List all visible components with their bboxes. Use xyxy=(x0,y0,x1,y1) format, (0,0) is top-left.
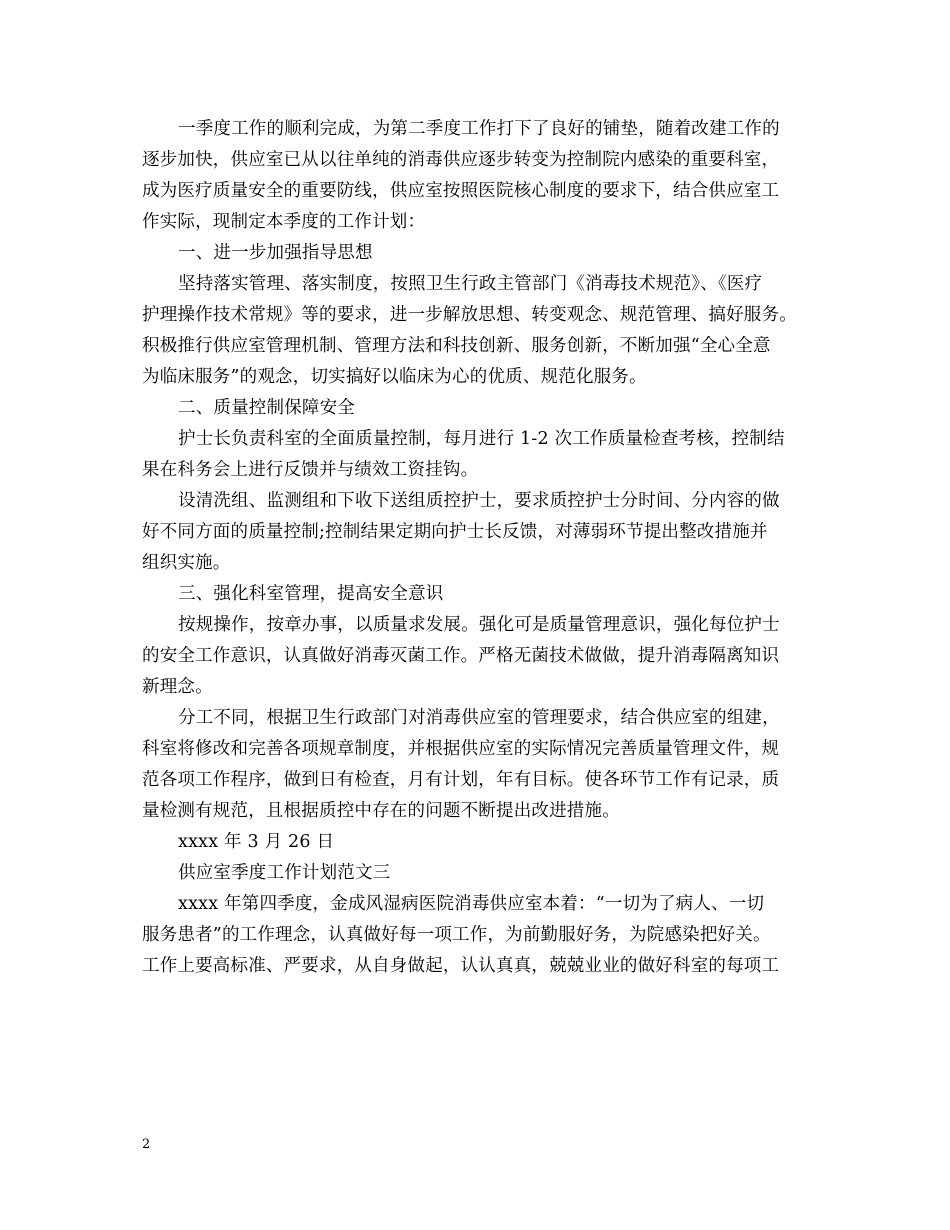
document-body xyxy=(142,115,812,983)
paragraph-line: 量检测有规范，且根据质控中存在的问题不断提出改进措施。 xyxy=(142,801,620,821)
page-number: 2 xyxy=(142,1137,151,1152)
paragraph-line: 好不同方面的质量控制;控制结果定期向护士长反馈，对薄弱环节提出整改措施并 xyxy=(142,522,768,542)
paragraph-line: 科室将修改和完善各项规章制度，并根据供应室的实际情况完善质量管理文件，规 xyxy=(142,739,780,759)
paragraph-line: 坚持落实管理、落实制度，按照卫生行政主管部门《消毒技术规范》、《医疗 xyxy=(178,274,763,294)
paragraph-line: 范各项工作程序，做到日有检查，月有计划，年有目标。使各环节工作有记录，质 xyxy=(142,770,780,790)
paragraph-line: 护理操作技术常规》等的要求，进一步解放思想、转变观念、规范管理、搞好服务。 xyxy=(142,305,797,325)
paragraph-line: 新理念。 xyxy=(142,677,213,697)
paragraph-line: xxxx 年第四季度，金成风湿病医院消毒供应室本着：“一切为了病人、一切 xyxy=(178,894,765,914)
section-title: 供应室季度工作计划范文三 xyxy=(178,863,391,883)
paragraph-line: 作实际，现制定本季度的工作计划： xyxy=(142,212,426,232)
paragraph-line: 工作上要高标准、严要求，从自身做起，认认真真，兢兢业业的做好科室的每项工 xyxy=(142,956,780,976)
paragraph-line: 分工不同，根据卫生行政部门对消毒供应室的管理要求，结合供应室的组建， xyxy=(178,708,780,728)
paragraph-line: 护士长负责科室的全面质量控制，每月进行 1-2 次工作质量检查考核，控制结 xyxy=(178,429,785,449)
paragraph-line: 成为医疗质量安全的重要防线，供应室按照医院核心制度的要求下，结合供应室工 xyxy=(142,181,780,201)
paragraph-line: 一季度工作的顺利完成，为第二季度工作打下了良好的铺垫，随着改建工作的 xyxy=(178,119,780,139)
section-heading: 三、强化科室管理，提高安全意识 xyxy=(178,584,444,604)
paragraph-line: 积极推行供应室管理机制、管理方法和科技创新、服务创新，不断加强“全心全意 xyxy=(142,336,771,356)
paragraph-line: 的安全工作意识，认真做好消毒灭菌工作。严格无菌技术做做，提升消毒隔离知识 xyxy=(142,646,780,666)
paragraph-line: 逐步加快，供应室已从以往单纯的消毒供应逐步转变为控制院内感染的重要科室， xyxy=(142,150,780,170)
paragraph-line: 为临床服务”的观念，切实搞好以临床为心的优质、规范化服务。 xyxy=(142,367,647,387)
date-line: xxxx 年 3 月 26 日 xyxy=(178,832,335,852)
section-heading: 一、进一步加强指导思想 xyxy=(178,243,373,263)
paragraph-line: 按规操作，按章办事，以质量求发展。强化可是质量管理意识，强化每位护士 xyxy=(178,615,780,635)
paragraph-line: 组织实施。 xyxy=(142,553,231,573)
section-heading: 二、质量控制保障安全 xyxy=(178,398,355,418)
paragraph-line: 果在科务会上进行反馈并与绩效工资挂钩。 xyxy=(142,460,479,480)
paragraph-line: 设清洗组、监测组和下收下送组质控护士，要求质控护士分时间、分内容的做 xyxy=(178,491,780,511)
paragraph-line: 服务患者”的工作理念，认真做好每一项工作，为前勤服好务，为院感染把好关。 xyxy=(142,925,771,945)
